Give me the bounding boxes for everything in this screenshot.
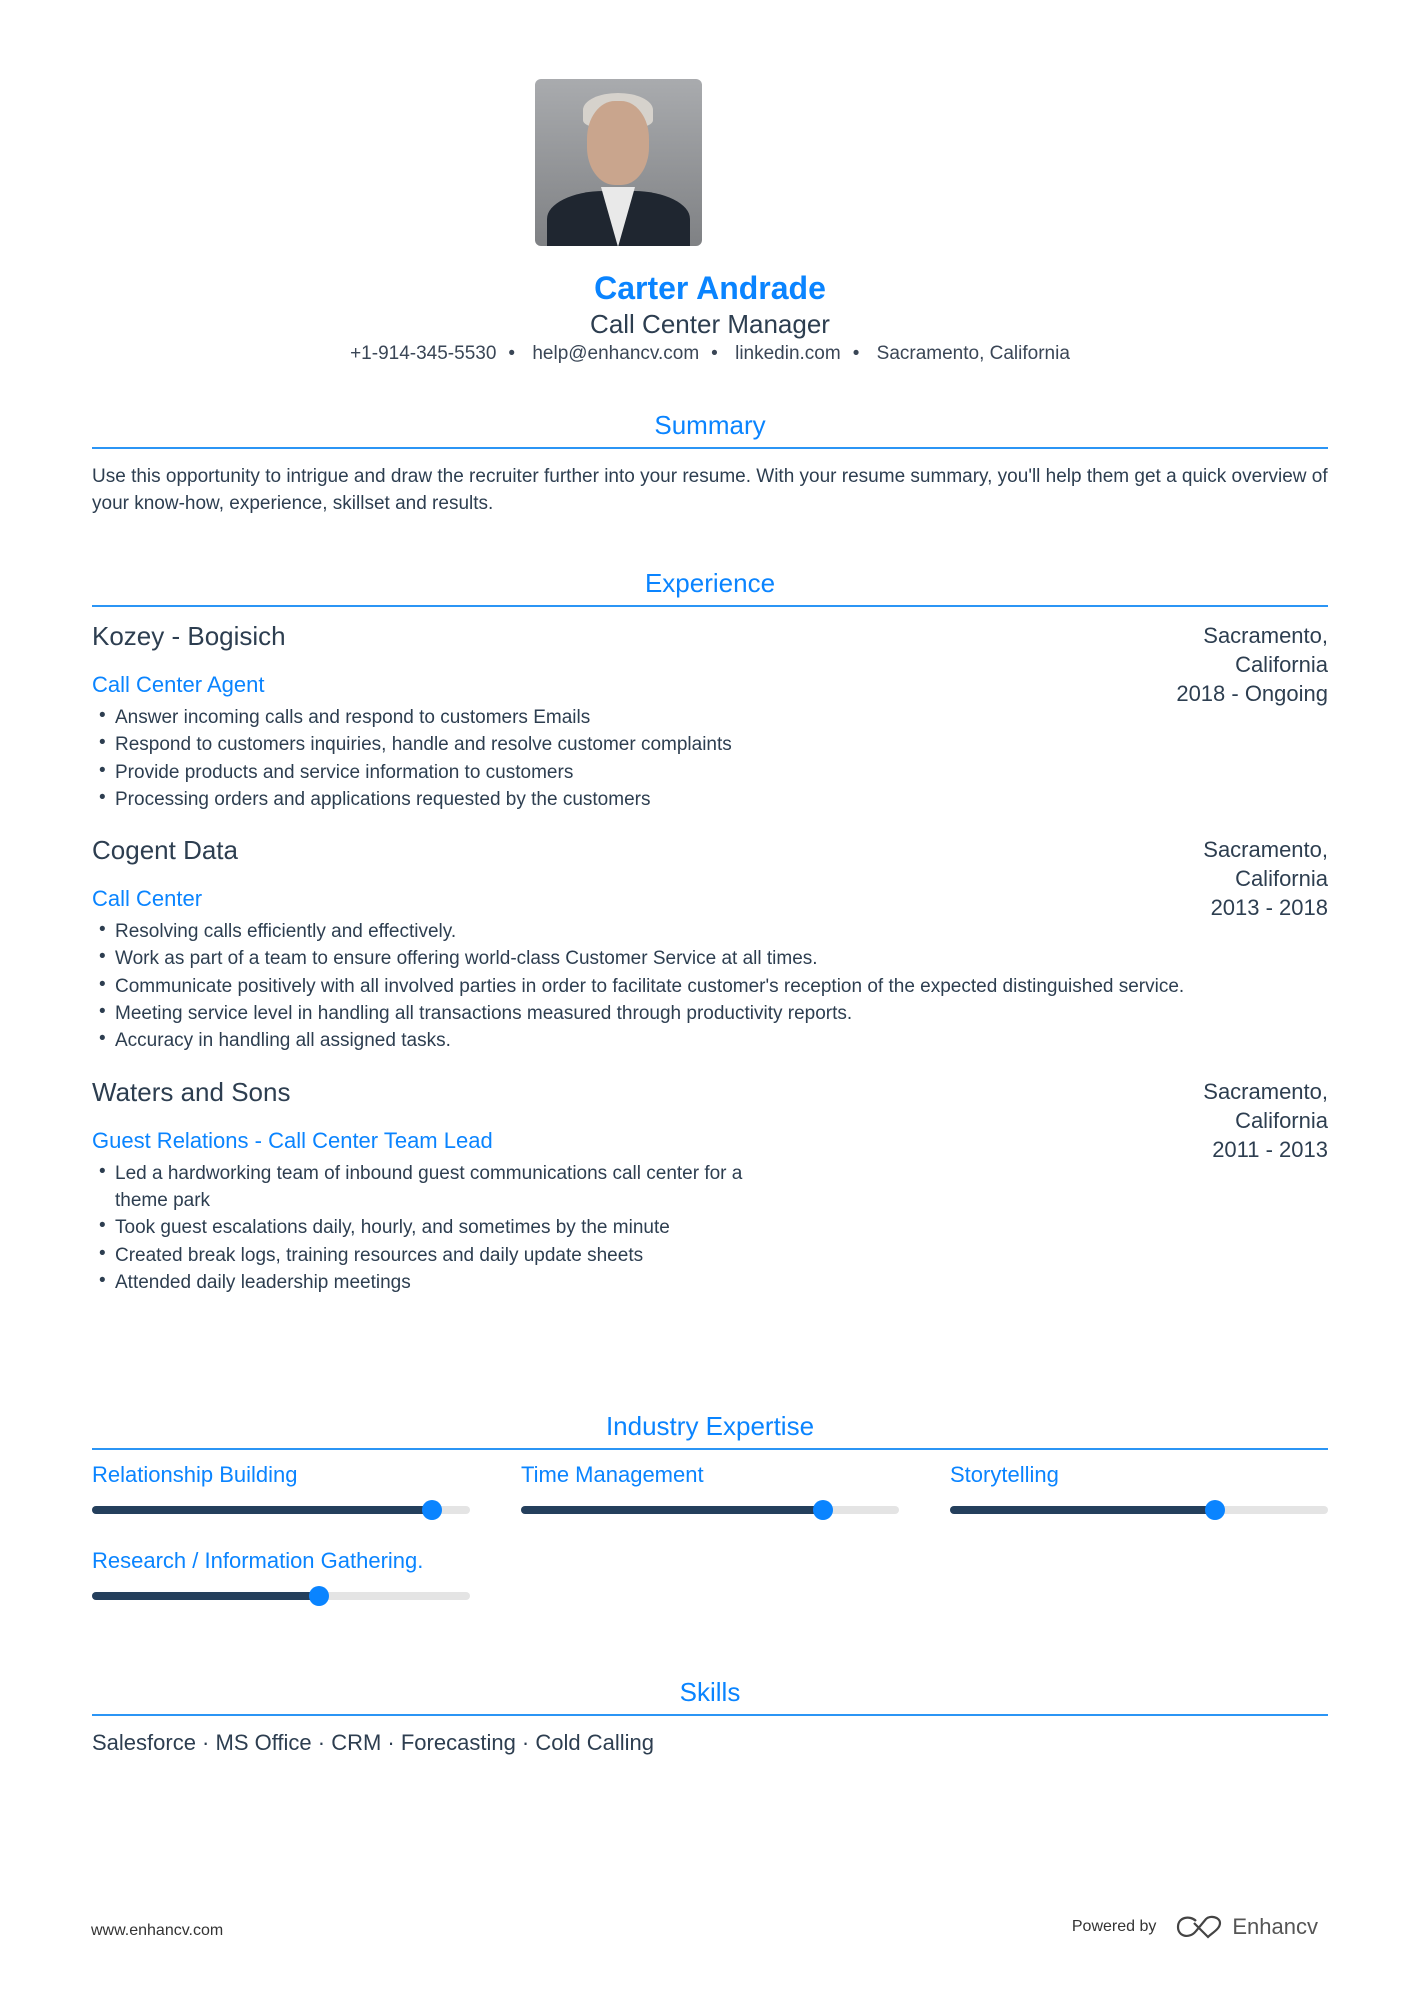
job-dates: 2018 - Ongoing (1176, 681, 1328, 706)
company-name: Kozey - Bogisich (92, 621, 286, 651)
enhancv-logo-icon (1176, 1915, 1222, 1939)
powered-by: Powered by (1071, 1918, 1157, 1935)
job-entry (92, 835, 1328, 1054)
location: Sacramento, California (876, 343, 1070, 364)
linkedin[interactable]: linkedin.com (735, 343, 841, 364)
level-knob (422, 1500, 442, 1520)
section-heading: Summary (92, 410, 1328, 449)
expertise-item (92, 1548, 470, 1600)
job-location: Sacramento, California (1203, 1078, 1328, 1133)
level-fill (92, 1506, 432, 1514)
job-bullet: • Meeting service level in handling all transactions measured through productivity reports. (92, 1000, 1328, 1027)
footer-website[interactable]: www.enhancv.com (91, 1922, 224, 1939)
level-fill (521, 1506, 823, 1514)
section-heading: Industry Expertise (92, 1411, 1328, 1450)
email[interactable]: help@enhancv.com (532, 343, 700, 364)
job-bullet: • Accuracy in handling all assigned tasks. (92, 1027, 1328, 1054)
candidate-name: Carter Andrade (594, 270, 826, 306)
contact-info: +1-914-345-5530 • help@enhancv.com • linkedin.com • Sacramento, California (350, 343, 1070, 364)
job-bullet: • Took guest escalations daily, hourly, and sometimes by the minute (92, 1214, 1328, 1241)
expertise-label: Storytelling (950, 1462, 1059, 1487)
job-entry (92, 621, 1328, 813)
job-bullet: • Answer incoming calls and respond to customers Emails (92, 704, 1328, 731)
job-dates: 2011 - 2013 (1212, 1136, 1328, 1162)
job-entry (92, 1077, 1328, 1296)
job-location: Sacramento, California (1203, 623, 1328, 677)
job-bullet: • Created break logs, training resources and daily update sheets (92, 1242, 1328, 1269)
job-role: Guest Relations - Call Center Team Lead (92, 1127, 493, 1153)
summary-section (92, 410, 1328, 517)
experience-section (92, 568, 1328, 1296)
job-meta (1178, 835, 1328, 922)
job-bullet: • Attended daily leadership meetings (92, 1269, 1328, 1296)
company-name: Cogent Data (92, 835, 238, 866)
enhancv-logo[interactable] (1176, 1914, 1318, 1940)
candidate-title: Call Center Manager (590, 309, 830, 339)
job-bullet: • Work as part of a team to ensure offering world-class Customer Service at all times. (92, 945, 1328, 972)
job-bullet: • Resolving calls efficiently and effectively. (92, 918, 1328, 945)
level-fill (92, 1592, 319, 1600)
job-bullet: • Provide products and service information to customers (92, 759, 1328, 786)
brand-name: Enhancv (1232, 1914, 1318, 1939)
job-location: Sacramento, California (1203, 837, 1328, 892)
job-bullet: • Communicate positively with all involved parties in order to facilitate customer's reception of the expected distinguished service. (92, 973, 1328, 1000)
footer-branding (1072, 1914, 1318, 1940)
job-bullet: • Led a hardworking team of inbound guest communications call center for a theme park (92, 1160, 772, 1215)
expertise-label: Research / Information Gathering. (92, 1548, 424, 1573)
job-meta (1178, 1077, 1328, 1164)
level-knob (309, 1586, 329, 1606)
job-dates: 2013 - 2018 (1210, 895, 1328, 921)
job-role: Call Center Agent (92, 672, 265, 697)
expertise-label: Time Management (521, 1462, 704, 1487)
level-knob (813, 1500, 833, 1520)
level-fill (950, 1506, 1215, 1514)
company-name: Waters and Sons (92, 1076, 291, 1107)
expertise-level-bar (92, 1592, 470, 1600)
expertise-item (521, 1462, 899, 1514)
profile-photo (535, 79, 702, 246)
section-heading: Skills (92, 1677, 1328, 1716)
expertise-level-bar (521, 1506, 899, 1514)
expertise-label: Relationship Building (92, 1462, 298, 1487)
job-bullet: • Processing orders and applications requested by the customers (92, 786, 1328, 813)
job-meta (1176, 621, 1328, 708)
job-bullet: • Respond to customers inquiries, handle and resolve customer complaints (92, 731, 1328, 758)
phone: +1-914-345-5530 (350, 343, 497, 364)
expertise-section (92, 1411, 1328, 1600)
summary-text: Use this opportunity to intrigue and draw the recruiter further into your resume. With your resume summary, you'll help them get a quick overview of your know-how, experience, skillset and results. (92, 466, 1328, 514)
expertise-level-bar (92, 1506, 470, 1514)
skills-list: Salesforce · MS Office · CRM · Forecasting · Cold Calling (92, 1730, 654, 1755)
expertise-item (950, 1462, 1328, 1514)
section-heading: Experience (92, 568, 1328, 607)
skills-section (92, 1677, 1328, 1756)
expertise-level-bar (950, 1506, 1328, 1514)
expertise-item (92, 1462, 470, 1514)
level-knob (1205, 1500, 1225, 1520)
job-role: Call Center (92, 886, 203, 912)
